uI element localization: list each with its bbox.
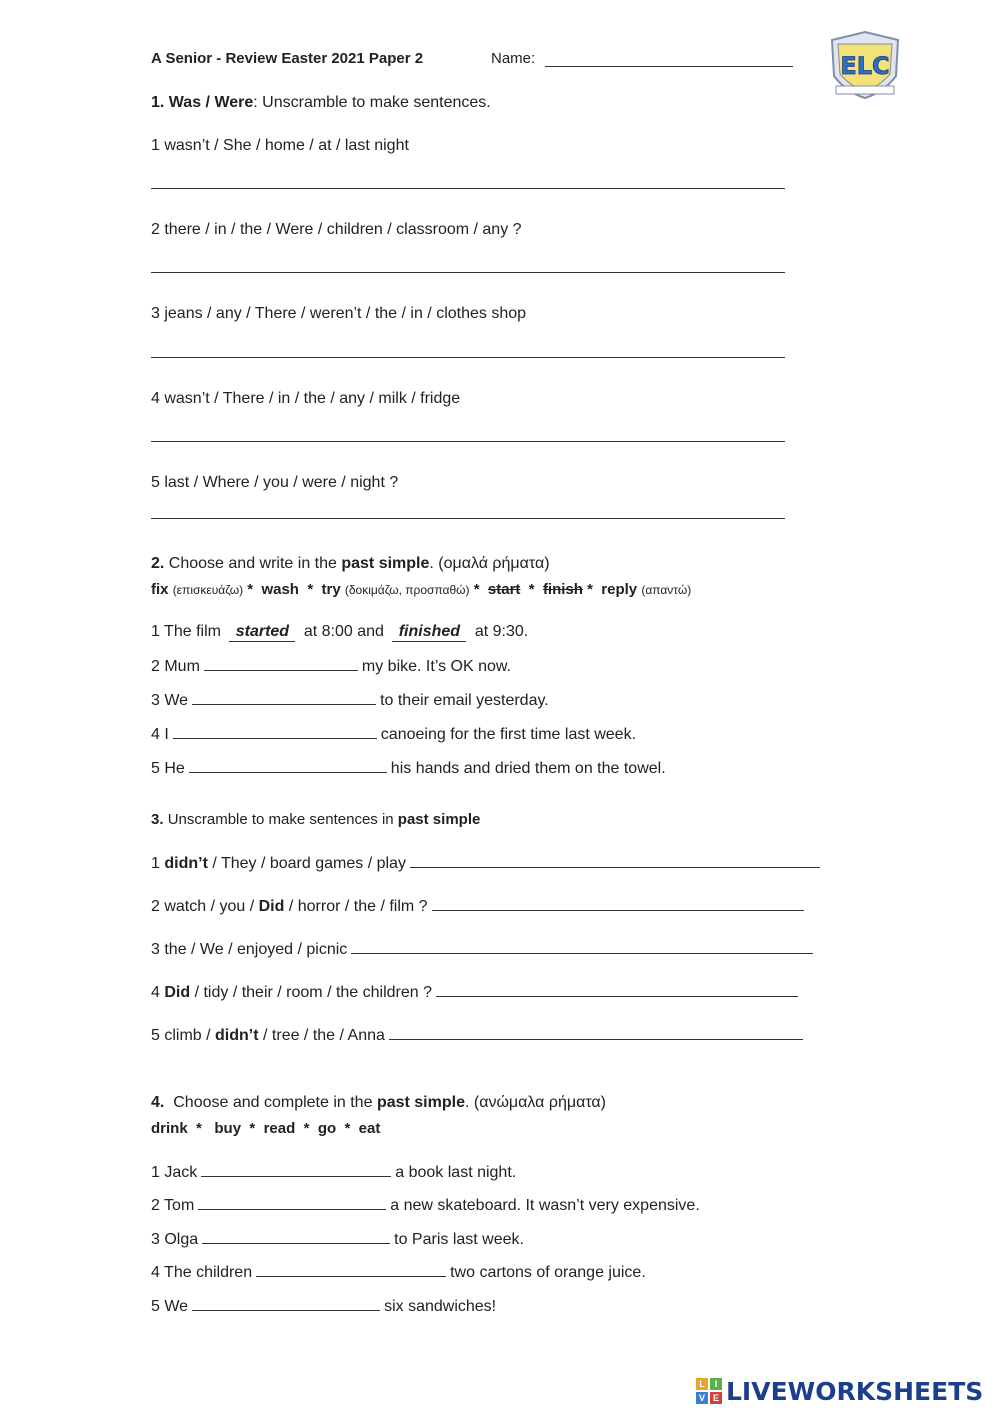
word-bank-word: wash (261, 581, 299, 598)
section1-item: 2 there / in / the / Were / children / classroom / any ? (151, 221, 522, 238)
section2-item (151, 656, 511, 676)
section4-item (151, 1296, 496, 1316)
item-text: the / We / enjoyed / picnic (159, 941, 348, 958)
section4-heading (151, 1094, 606, 1112)
brand-icon-letter: I (710, 1378, 722, 1390)
answer-blank[interactable] (173, 724, 377, 739)
answer-blank[interactable] (256, 1262, 446, 1277)
section2-number: 2. (151, 555, 165, 572)
item-post: two cartons of orange juice. (450, 1264, 646, 1281)
item-post: at 9:30. (474, 623, 529, 640)
logo-text: ELC (840, 52, 890, 80)
section4-item (151, 1195, 700, 1215)
item-post: six sandwiches! (384, 1298, 497, 1315)
section4-heading-pre: Choose and complete in the (173, 1094, 373, 1111)
item-post: to their email yesterday. (380, 692, 549, 709)
word-bank-gloss: (απαντώ) (641, 583, 692, 597)
item-mid: at 8:00 and (303, 623, 384, 640)
item-post: a new skateboard. It wasn’t very expensive. (390, 1197, 700, 1214)
brand-icon-letter: L (696, 1378, 708, 1390)
item-number: 1 (151, 855, 160, 872)
answer-line[interactable] (151, 188, 785, 189)
section3-item (151, 853, 824, 873)
answer-line[interactable] (151, 441, 785, 442)
worksheet-title: A Senior - Review Easter 2021 Paper 2 (151, 50, 424, 67)
word-bank-separator: * (528, 581, 535, 598)
item-post: canoeing for the first time last week. (380, 726, 637, 743)
word-bank-word-used: start (487, 581, 521, 598)
answer-blank[interactable] (436, 982, 798, 997)
section4-item (151, 1162, 516, 1182)
item-pre: 5 He (151, 760, 185, 777)
section2-heading-pre: Choose and write in the (168, 555, 337, 572)
section1-heading (151, 94, 491, 112)
word-bank-gloss: (επισκευάζω) (172, 583, 244, 597)
answer-line[interactable] (151, 272, 785, 273)
word-bank-word: buy (214, 1120, 242, 1137)
section4-word-bank (151, 1120, 380, 1137)
answer-filled[interactable]: started (229, 623, 295, 642)
answer-blank[interactable] (389, 1025, 803, 1040)
brand-text: LIVEWORKSHEETS (726, 1376, 984, 1406)
item-post: my bike. It’s OK now. (361, 658, 511, 675)
item-text: / horror / the / film ? (284, 898, 428, 915)
word-bank-separator: * (303, 1120, 310, 1137)
section1-item: 1 wasn’t / She / home / at / last night (151, 137, 409, 154)
word-bank-separator: * (587, 581, 593, 598)
answer-blank[interactable] (432, 896, 804, 911)
item-text: / tidy / their / room / the children ? (190, 984, 433, 1001)
word-bank-separator: * (196, 1120, 202, 1137)
item-number: 2 (151, 898, 160, 915)
item-pre: 3 Olga (151, 1231, 199, 1248)
answer-blank[interactable] (192, 690, 376, 705)
word-bank-word: eat (358, 1120, 381, 1137)
section3-heading-pre: Unscramble to make sentences in (167, 811, 394, 828)
section2-item (151, 758, 666, 778)
section3-heading (151, 811, 480, 828)
item-pre: 4 I (151, 726, 169, 743)
section2-item-example (151, 623, 528, 642)
word-bank-word: read (263, 1120, 296, 1137)
liveworksheets-icon (696, 1378, 722, 1404)
word-bank-separator: * (247, 581, 254, 598)
item-post: to Paris last week. (394, 1231, 524, 1248)
section1-number: 1. (151, 94, 165, 111)
section3-item (151, 939, 817, 959)
answer-blank[interactable] (351, 939, 813, 954)
section1-heading-bold: Was / Were (168, 94, 254, 111)
section1-item: 5 last / Where / you / were / night ? (151, 474, 399, 491)
section4-number: 4. (151, 1094, 165, 1111)
item-pre: 2 Tom (151, 1197, 195, 1214)
item-number: 5 (151, 1027, 160, 1044)
item-pre: 1 The film (151, 623, 221, 640)
answer-blank[interactable] (192, 1296, 380, 1311)
brand-icon-letter: E (710, 1392, 722, 1404)
item-pre: 1 Jack (151, 1164, 198, 1181)
name-input-line[interactable] (545, 66, 793, 67)
section3-item (151, 982, 802, 1002)
section2-heading-post: . (ομαλά ρήματα) (429, 555, 550, 572)
word-bank-separator: * (473, 581, 480, 598)
section2-word-bank (151, 581, 691, 598)
answer-blank[interactable] (204, 656, 358, 671)
section2-item (151, 724, 636, 744)
item-bold: Did (164, 984, 191, 1001)
word-bank-word: try (321, 581, 341, 598)
item-bold: Did (258, 898, 285, 915)
item-number: 3 (151, 941, 160, 958)
item-text: / tree / the / Anna (258, 1027, 385, 1044)
word-bank-separator: * (249, 1120, 256, 1137)
answer-line[interactable] (151, 518, 785, 519)
item-pre: 4 The children (151, 1264, 253, 1281)
word-bank-word: drink (151, 1120, 188, 1137)
section1-heading-rest: : Unscramble to make sentences. (253, 94, 491, 111)
word-bank-separator: * (307, 581, 314, 598)
section3-heading-bold: past simple (397, 811, 481, 828)
word-bank-word: reply (601, 581, 638, 598)
section3-item (151, 896, 808, 916)
answer-blank[interactable] (410, 853, 820, 868)
brand-icon-letter: V (696, 1392, 708, 1404)
elc-logo (826, 30, 904, 100)
answer-line[interactable] (151, 357, 785, 358)
word-bank-word: fix (151, 581, 169, 598)
section2-item (151, 690, 549, 710)
item-post: his hands and dried them on the towel. (390, 760, 666, 777)
name-label: Name: (491, 50, 536, 67)
section1-item: 4 wasn’t / There / in / the / any / milk / fridge (151, 390, 461, 407)
item-bold: didn’t (164, 855, 208, 872)
answer-filled[interactable]: finished (392, 623, 466, 642)
answer-blank[interactable] (189, 758, 387, 773)
item-text: climb / (159, 1027, 216, 1044)
item-text: watch / you / (159, 898, 259, 915)
answer-blank[interactable] (202, 1229, 390, 1244)
item-post: a book last night. (395, 1164, 517, 1181)
section3-item (151, 1025, 807, 1045)
section4-item (151, 1262, 646, 1282)
word-bank-word: go (317, 1120, 337, 1137)
liveworksheets-brand[interactable] (696, 1374, 983, 1408)
word-bank-gloss: (δοκιμάζω, προσπαθώ) (344, 583, 470, 597)
item-number: 4 (151, 984, 160, 1001)
section3-number: 3. (151, 811, 164, 828)
section2-heading (151, 555, 550, 573)
word-bank-word-used: finish (542, 581, 583, 598)
answer-blank[interactable] (198, 1195, 386, 1210)
item-bold: didn’t (215, 1027, 259, 1044)
item-pre: 2 Mum (151, 658, 200, 675)
word-bank-separator: * (344, 1120, 351, 1137)
section4-heading-post: . (ανώμαλα ρήματα) (464, 1094, 606, 1111)
section2-heading-bold: past simple (341, 555, 430, 572)
item-pre: 5 We (151, 1298, 189, 1315)
section4-heading-bold: past simple (376, 1094, 465, 1111)
item-text: / They / board games / play (207, 855, 406, 872)
item-pre: 3 We (151, 692, 189, 709)
answer-blank[interactable] (201, 1162, 391, 1177)
section4-item (151, 1229, 524, 1249)
section1-item: 3 jeans / any / There / weren’t / the / in / clothes shop (151, 305, 527, 322)
